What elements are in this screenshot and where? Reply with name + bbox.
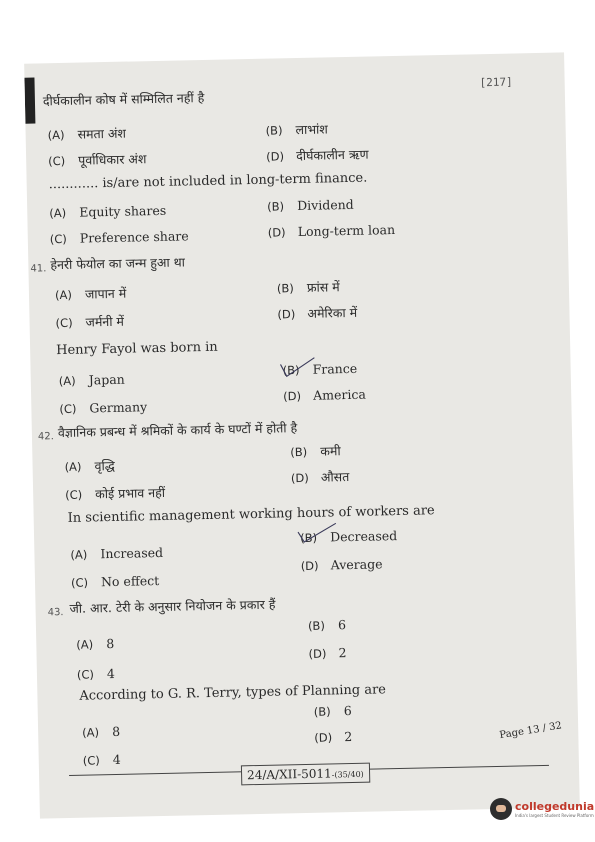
option-a: (A) 8 (82, 723, 121, 740)
option-c: (C) No effect (70, 573, 160, 590)
option-d: (D) औसत (290, 469, 350, 486)
option-c: (C) Germany (59, 399, 148, 417)
option-d: (D) Average (300, 556, 383, 574)
question-40-hindi: दीर्घकालीन कोष में सम्मिलित नहीं है (42, 89, 205, 109)
watermark-tagline: India's largest Student Review Platform (515, 813, 594, 818)
question-number: 42. (37, 431, 54, 443)
option-b: (B) Dividend (267, 196, 354, 214)
page-code: [217] (479, 75, 513, 90)
option-d: (D) दीर्घकालीन ऋण (266, 146, 369, 164)
option-a: (A) वृद्धि (64, 457, 115, 474)
option-c: (C) 4 (82, 751, 121, 768)
watermark-name: collegedunia (515, 800, 595, 813)
question-43-hindi: जी. आर. टेरी के अनुसार नियोजन के प्रकार हैं (69, 596, 276, 616)
option-a: (A) समता अंश (47, 125, 127, 143)
exam-page (24, 52, 580, 818)
option-b: (B) कमी (290, 443, 341, 460)
option-c: (C) कोई प्रभाव नहीं (65, 484, 166, 502)
watermark-logo (490, 798, 594, 820)
question-number: 41. (30, 263, 47, 275)
option-a: (A) 8 (76, 635, 115, 652)
option-d: (D) 2 (308, 645, 347, 661)
answer-tick-mark (278, 354, 319, 381)
option-b: (B) 6 (307, 617, 347, 633)
option-a: (A) Equity shares (49, 202, 167, 221)
question-42-hindi: वैज्ञानिक प्रबन्ध में श्रमिकों के कार्य के घण्टों में होती है (57, 420, 298, 441)
option-c: (C) पूर्वाधिकार अंश (48, 151, 147, 169)
option-a: (A) जापान में (54, 285, 127, 303)
option-a: (A) Japan (58, 371, 125, 389)
option-c: (C) 4 (76, 665, 116, 682)
option-d: (D) Long-term loan (267, 222, 396, 240)
question-42-english: In scientific management working hours of workers are (67, 503, 435, 526)
option-c: (C) Preference share (49, 228, 189, 247)
question-41-english: Henry Fayol was born in (56, 339, 218, 359)
option-b: (B) लाभांश (265, 121, 328, 138)
option-d: (D) 2 (314, 729, 353, 745)
question-41-hindi: हेनरी फेयोल का जन्म हुआ था (50, 254, 186, 273)
question-43-english: According to G. R. Terry, types of Planning are (79, 682, 387, 704)
option-b: (B) France (282, 360, 358, 378)
page-number: Page 13 / 32 (498, 720, 563, 742)
option-d: (D) America (283, 386, 367, 404)
binding-shadow (24, 78, 35, 124)
option-b: (B) फ्रांस में (276, 279, 340, 296)
option-b: (B) Decreased (300, 528, 398, 546)
paper-code: 24/A/XII-5011-(35/40) (241, 763, 370, 786)
answer-tick-mark (296, 519, 341, 546)
option-c: (C) जर्मनी में (55, 313, 125, 331)
option-a: (A) Increased (70, 544, 164, 562)
question-number: 43. (47, 607, 64, 619)
option-b: (B) 6 (313, 703, 352, 719)
question-40-english: ............ is/are not included in long-term finance. (48, 170, 368, 193)
option-d: (D) अमेरिका में (277, 304, 358, 322)
mascot-icon (490, 798, 512, 820)
